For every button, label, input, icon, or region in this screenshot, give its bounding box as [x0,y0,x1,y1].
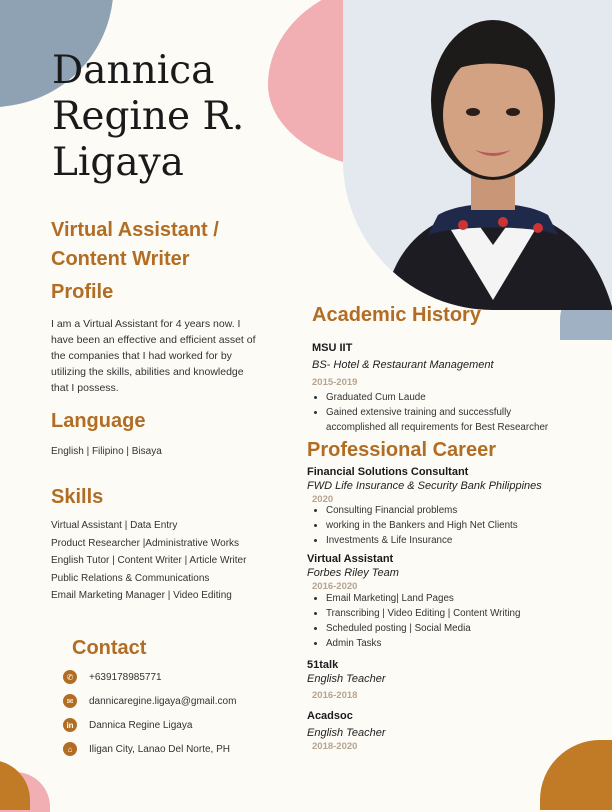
job-years: 2016-2020 [312,581,358,592]
contact-address [63,740,236,758]
email-icon: ✉ [63,694,77,708]
profile-heading: Profile [51,281,114,303]
skill-item: Email Marketing Manager | Video Editing [51,590,232,601]
contact-phone [63,668,236,686]
profile-line: I am a Virtual Assistant for 4 years now. I [51,318,241,330]
academic-years: 2015-2019 [312,377,358,388]
profile-line: that I possess. [51,382,119,394]
list-item: • Investments & Life Insurance [326,533,602,548]
linkedin-icon: in [63,718,77,732]
decor-blob-orange-bottom-right [540,740,612,810]
list-item: • Transcribing | Video Editing | Content Writing [326,606,602,621]
job-title-line: Content Writer [51,248,190,270]
list-item: accomplished all requirements for Best Researcher [326,422,549,433]
list-item: • working in the Bankers and High Net Clients [326,518,602,533]
job-title: Acadsoc [307,710,353,722]
job-company: Forbes Riley Team [307,567,399,579]
academic-degree: BS- Hotel & Restaurant Management [312,359,494,371]
job-title-line: Virtual Assistant / [51,219,219,241]
job-company: English Teacher [307,673,386,685]
profile-text [51,316,291,396]
job-title: Financial Solutions Consultant [307,466,469,478]
profile-line: utilizing the skills, abilities and knowledge [51,366,244,378]
language-text: English | Filipino | Bisaya [51,446,162,457]
job-bullets [312,503,602,548]
job-years: 2016-2018 [312,690,358,701]
full-name [52,48,292,186]
skills-list [51,517,246,605]
skill-item: English Tutor | Content Writer | Article Writer [51,555,247,566]
job-title: 51talk [307,659,339,671]
skill-item: Public Relations & Communications [51,572,210,584]
career-heading: Professional Career [307,439,496,461]
profile-line: have been an effective and efficient asset of [51,334,256,346]
academic-bullets [312,390,602,435]
name-line: Ligaya [52,140,184,185]
job-bullets [312,591,602,651]
contact-email-text[interactable]: dannicaregine.ligaya@gmail.com [89,695,237,707]
list-item: • Admin Tasks [326,636,602,651]
profile-line: the companies that I had worked for by [51,350,232,362]
contact-heading: Contact [72,637,147,659]
contact-phone-text: +639178985771 [89,671,162,683]
name-line: Regine R. [52,94,245,139]
academic-heading: Academic History [312,304,481,326]
language-heading: Language [51,410,146,432]
decor-blob-orange-bottom-left [0,760,30,810]
list-item: • Gained extensive training and successfully [326,405,602,420]
job-title: Virtual Assistant [307,553,394,565]
home-icon: ⌂ [63,742,77,756]
job-title [51,216,291,274]
job-years: 2020 [312,494,334,505]
phone-icon: ✆ [63,670,77,684]
contact-email[interactable] [63,692,236,710]
job-company: FWD Life Insurance & Security Bank Philippines [307,480,542,492]
list-item: • Graduated Cum Laude [326,390,602,405]
contact-address-text: Iligan City, Lanao Del Norte, PH [89,743,230,755]
profile-photo [343,0,612,310]
list-item: • Consulting Financial problems [326,503,602,518]
academic-school: MSU IIT [312,342,353,354]
skill-item: Virtual Assistant | Data Entry [51,520,178,531]
job-company: English Teacher [307,727,386,739]
skill-item: Product Researcher |Administrative Works [51,537,240,549]
contact-linkedin-text[interactable]: Dannica Regine Ligaya [89,719,193,731]
name-line: Dannica [52,48,215,93]
contact-list [63,668,236,758]
job-years: 2018-2020 [312,741,358,752]
list-item: • Email Marketing| Land Pages [326,591,602,606]
list-item: • Scheduled posting | Social Media [326,621,602,636]
contact-linkedin[interactable] [63,716,236,734]
skills-heading: Skills [51,486,104,508]
